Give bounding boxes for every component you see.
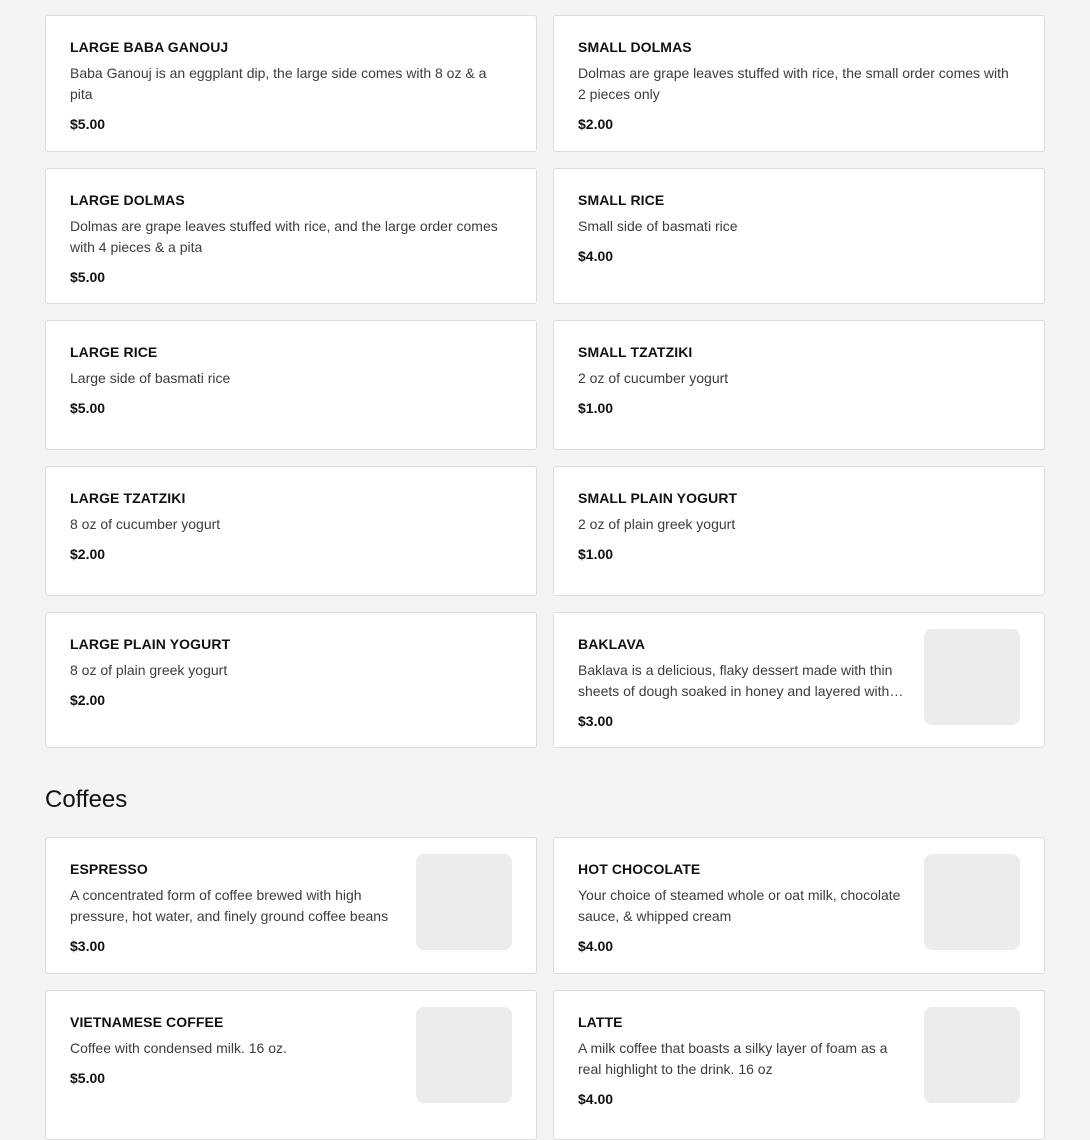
- menu-item-price: $2.00: [70, 692, 106, 708]
- menu-item-card[interactable]: [45, 320, 537, 450]
- sides-section: [45, 15, 1045, 748]
- menu-item-card[interactable]: [45, 612, 537, 748]
- sides-grid: [45, 15, 1045, 748]
- menu-item-name: LARGE DOLMAS: [70, 192, 185, 208]
- menu-item-description: Dolmas are grape leaves stuffed with rice, the small order comes with 2 pieces only: [578, 65, 1009, 102]
- menu-item-description: A concentrated form of coffee brewed with high pressure, hot water, and finely ground coffee beans: [70, 887, 389, 924]
- menu-item-text: [578, 337, 1020, 416]
- menu-item-name: LARGE TZATZIKI: [70, 490, 186, 506]
- menu-item-price: $4.00: [578, 938, 614, 954]
- menu-item-price: $2.00: [578, 116, 614, 132]
- menu-item-card[interactable]: [45, 15, 537, 152]
- menu-item-text: [70, 32, 512, 132]
- menu-item-description: Baba Ganouj is an eggplant dip, the large side comes with 8 oz & a pita: [70, 65, 487, 102]
- menu-item-price: $1.00: [578, 400, 614, 416]
- menu-item-description: Small side of basmati rice: [578, 218, 738, 234]
- menu-item-text: [70, 854, 404, 954]
- menu-item-name: SMALL DOLMAS: [578, 39, 692, 55]
- menu-item-text: [70, 629, 512, 708]
- menu-item-description: 2 oz of plain greek yogurt: [578, 516, 736, 532]
- menu-item-name: LARGE BABA GANOUJ: [70, 39, 229, 55]
- menu-item-description: 8 oz of plain greek yogurt: [70, 662, 228, 678]
- menu-item-text: [578, 629, 912, 729]
- menu-item-image-placeholder: [924, 629, 1020, 725]
- menu-item-text: [578, 32, 1020, 132]
- menu-item-text: [578, 854, 912, 954]
- menu-item-text: [70, 1007, 404, 1086]
- menu-item-text: [70, 185, 512, 285]
- menu-item-card[interactable]: [553, 612, 1045, 748]
- menu-item-card[interactable]: [553, 15, 1045, 152]
- coffees-section: [45, 837, 1045, 1140]
- menu-item-card[interactable]: [553, 990, 1045, 1140]
- menu-item-price: $4.00: [578, 248, 614, 264]
- menu-item-price: $4.00: [578, 1091, 614, 1107]
- menu-item-name: VIETNAMESE COFFEE: [70, 1014, 224, 1030]
- menu-item-card[interactable]: [45, 168, 537, 304]
- menu-item-description: Your choice of steamed whole or oat milk, chocolate sauce, & whipped cream: [578, 887, 901, 924]
- menu-item-card[interactable]: [553, 320, 1045, 450]
- menu-item-card[interactable]: [45, 990, 537, 1140]
- menu-item-name: LATTE: [578, 1014, 623, 1030]
- menu-item-text: [578, 483, 1020, 562]
- menu-item-name: SMALL RICE: [578, 192, 665, 208]
- menu-item-price: $5.00: [70, 400, 106, 416]
- menu-item-name: LARGE RICE: [70, 344, 158, 360]
- menu-item-description: 2 oz of cucumber yogurt: [578, 370, 729, 386]
- menu-item-description: Large side of basmati rice: [70, 370, 231, 386]
- menu-item-card[interactable]: [553, 837, 1045, 974]
- menu-item-price: $3.00: [70, 938, 106, 954]
- menu-item-card[interactable]: [45, 466, 537, 596]
- menu-item-price: $5.00: [70, 1070, 106, 1086]
- menu-item-description: Baklava is a delicious, flaky dessert made with thin sheets of dough soaked in honey and layered with: [578, 662, 893, 699]
- menu-item-price: $5.00: [70, 269, 106, 285]
- menu-item-name: SMALL TZATZIKI: [578, 344, 693, 360]
- coffees-grid: [45, 837, 1045, 1140]
- menu-item-card[interactable]: [553, 466, 1045, 596]
- menu-item-text: [578, 1007, 912, 1107]
- menu-item-image-placeholder: [924, 1007, 1020, 1103]
- menu-item-text: [578, 185, 1020, 264]
- menu-item-description: 8 oz of cucumber yogurt: [70, 516, 221, 532]
- menu-item-card[interactable]: [553, 168, 1045, 304]
- menu-item-image-placeholder: [416, 1007, 512, 1103]
- menu-item-image-placeholder: [416, 854, 512, 950]
- menu-item-price: $5.00: [70, 116, 106, 132]
- menu-item-image-placeholder: [924, 854, 1020, 950]
- menu-item-text: [70, 483, 512, 562]
- menu-item-price: $1.00: [578, 546, 614, 562]
- menu-item-description: A milk coffee that boasts a silky layer of foam as a real highlight to the drink. 16 oz: [578, 1040, 888, 1077]
- menu-item-description: Coffee with condensed milk. 16 oz.: [70, 1040, 287, 1056]
- menu-item-description: Dolmas are grape leaves stuffed with rice, and the large order comes with 4 pieces & a pita: [70, 218, 498, 255]
- section-heading-coffees: Coffees: [45, 786, 128, 813]
- menu-item-text: [70, 337, 512, 416]
- menu-item-name: HOT CHOCOLATE: [578, 861, 701, 877]
- menu-item-name: SMALL PLAIN YOGURT: [578, 490, 738, 506]
- menu-item-name: LARGE PLAIN YOGURT: [70, 636, 231, 652]
- menu-item-card[interactable]: [45, 837, 537, 974]
- menu-item-name: ESPRESSO: [70, 861, 148, 877]
- menu-item-price: $3.00: [578, 713, 614, 729]
- menu-item-name: BAKLAVA: [578, 636, 646, 652]
- menu-item-price: $2.00: [70, 546, 106, 562]
